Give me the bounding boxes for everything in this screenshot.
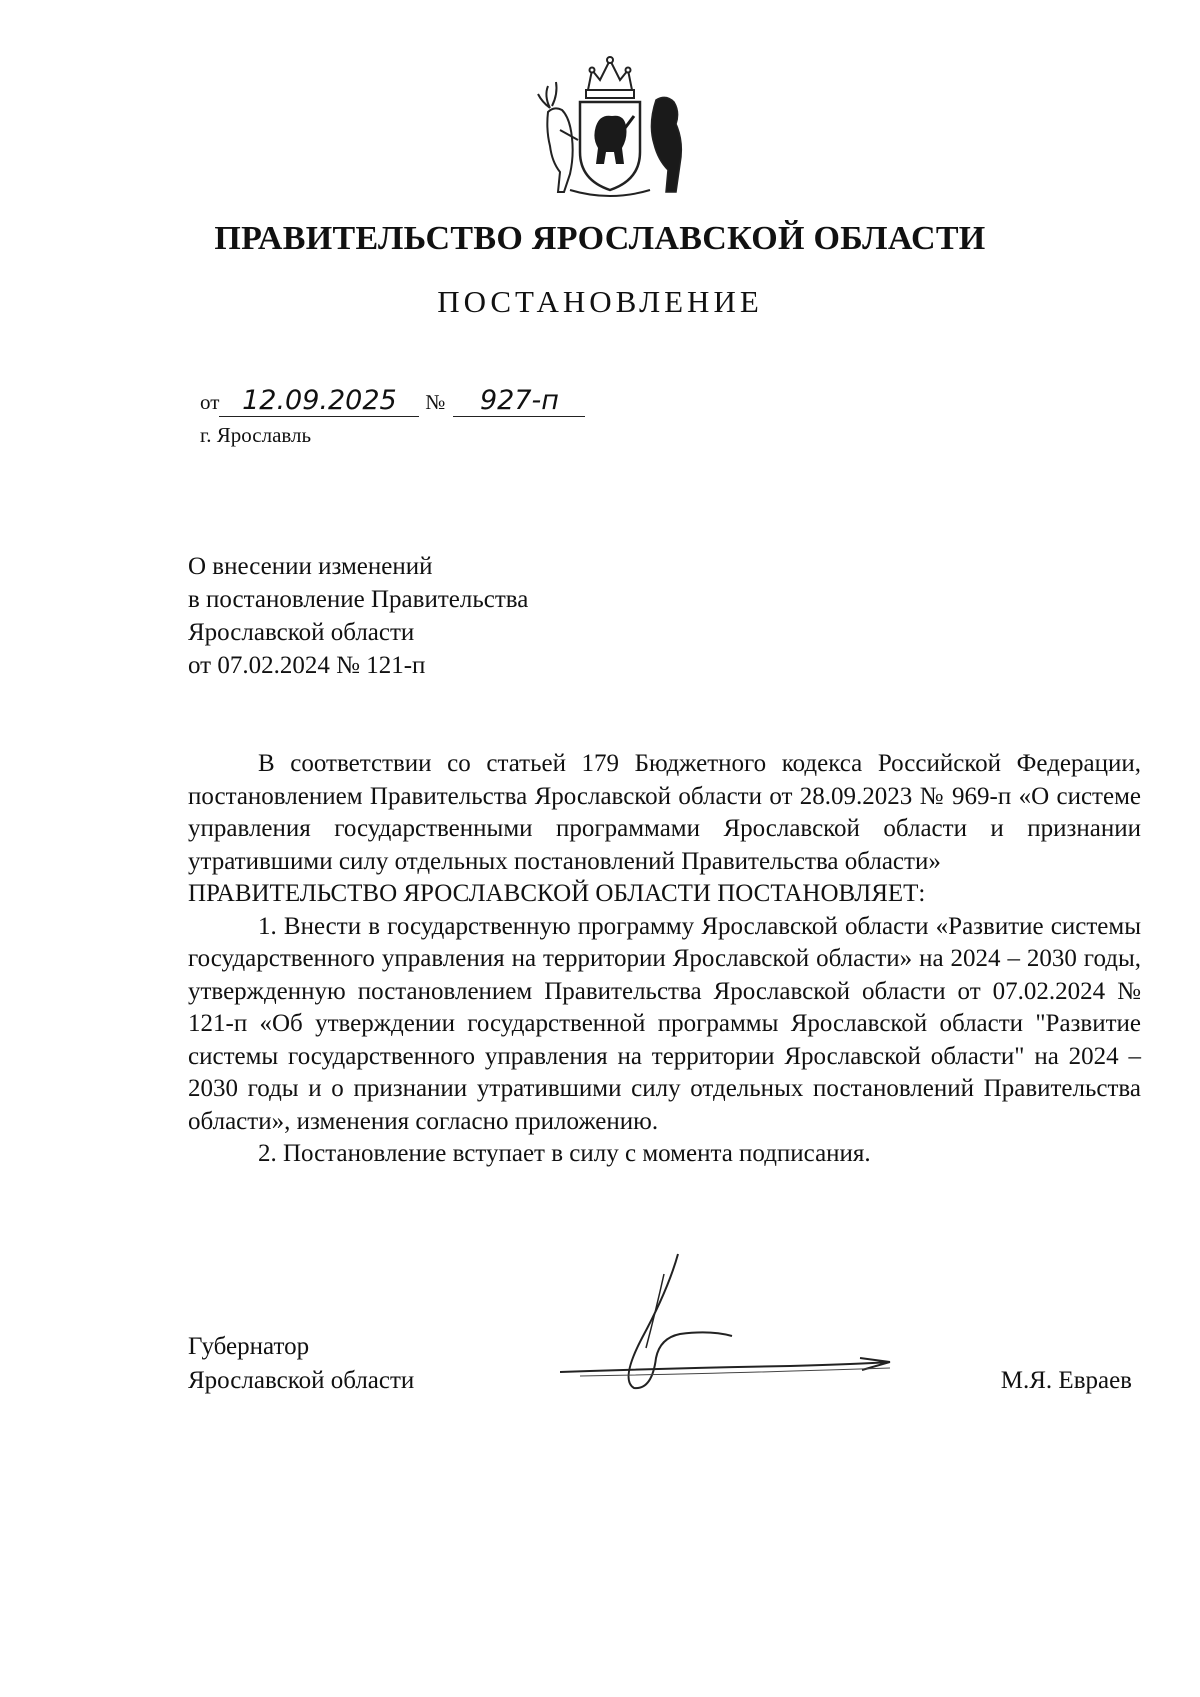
document-subject bbox=[188, 550, 528, 682]
number-label: № bbox=[425, 390, 446, 414]
document-body bbox=[188, 748, 1141, 1171]
decree-line: ПРАВИТЕЛЬСТВО ЯРОСЛАВСКОЙ ОБЛАСТИ ПОСТАНОВЛЯЕТ: bbox=[188, 880, 926, 907]
document-type: ПОСТАНОВЛЕНИЕ bbox=[437, 284, 763, 319]
subject-line: в постановление Правительства bbox=[188, 586, 529, 613]
subject-line: Ярославской области bbox=[188, 619, 415, 646]
coat-of-arms-icon bbox=[530, 52, 690, 202]
organization-title: ПРАВИТЕЛЬСТВО ЯРОСЛАВСКОЙ ОБЛАСТИ bbox=[214, 220, 986, 257]
signatory-name: М.Я. Евраев bbox=[1000, 1367, 1132, 1394]
handwritten-signature-icon bbox=[560, 1250, 940, 1400]
subject-line: О внесении изменений bbox=[188, 553, 433, 580]
item-2-paragraph: 2. Постановление вступает в силу с момента подписания. bbox=[258, 1140, 871, 1167]
item-1-paragraph: 1. Внести в государственную программу Ярославской области «Развитие системы государственного управления на территории Ярославской области» на 2024 – 2030 годы, утвержденную постановлением Правительства Ярославской области от 07.02.2024 № 121-п «Об утверждении государственной программы Ярославской области "Развитие системы государственного управления на территории Ярославской области" на 2024 – 2030 годы и о признании утратившими силу отдельных постановлений Правительства области», изменения согласно приложению. bbox=[188, 912, 1141, 1135]
handwritten-date: 12.09.2025 bbox=[219, 386, 419, 417]
handwritten-number: 927-п bbox=[453, 386, 585, 417]
preamble-paragraph: В соответствии со статьей 179 Бюджетного кодекса Российской Федерации, постановлением Правительства Ярославской области от 28.09.2023 № 969-п «О системе управления государственными программами Ярославской области и признании утратившими силу отдельных постановлений Правительства области» bbox=[188, 750, 1141, 875]
city: г. Ярославль bbox=[200, 423, 312, 447]
position-line: Губернатор bbox=[188, 1333, 310, 1360]
subject-line: от 07.02.2024 № 121-п bbox=[188, 652, 426, 679]
signatory-position bbox=[188, 1330, 414, 1398]
date-from-label: от bbox=[200, 390, 220, 414]
position-line: Ярославской области bbox=[188, 1367, 415, 1394]
date-line bbox=[200, 386, 585, 417]
